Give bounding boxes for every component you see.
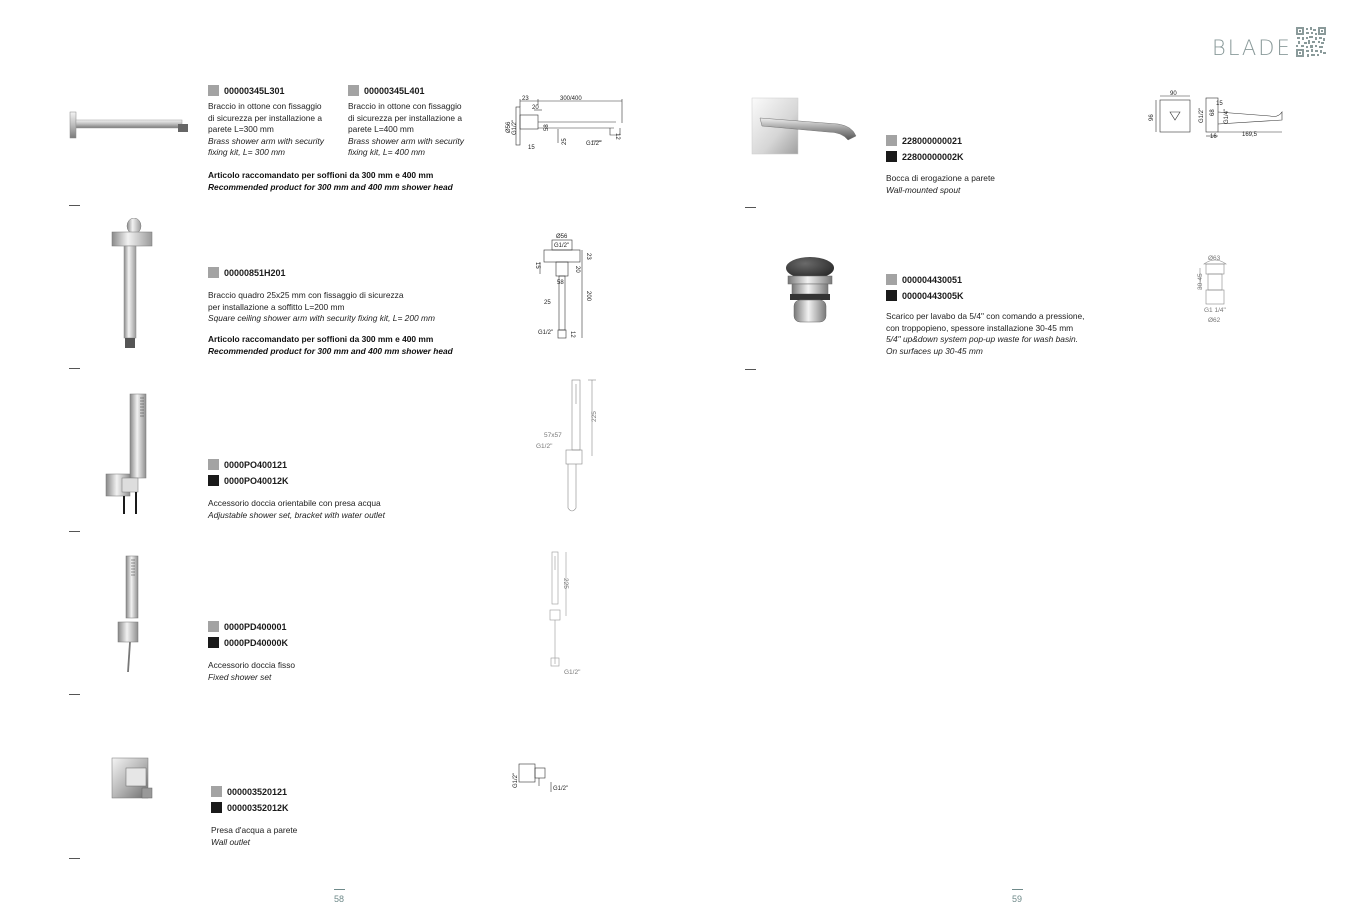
code-text: 000004430051 [902, 274, 963, 285]
desc-en-line: fixing kit, L= 300 mm [208, 147, 286, 157]
product-description [208, 660, 295, 683]
wall-outlet-image [108, 754, 160, 802]
shower-arm-wall-image [68, 110, 192, 140]
dim-label: 25 [544, 300, 551, 306]
chrome-finish-swatch [348, 85, 359, 96]
shower-set-adjustable-image [100, 392, 156, 516]
dim-label: Ø56 [556, 234, 568, 240]
product-description [886, 173, 995, 196]
dim-label: G1/2" [553, 786, 569, 792]
product-description [208, 290, 435, 325]
desc-en-line: 5/4" up&down system pop-up waste for wash basin. [886, 334, 1078, 344]
section-divider [69, 694, 80, 695]
code-text: 0000PD400001 [224, 621, 287, 632]
desc-it-line: Bocca di erogazione a parete [886, 173, 995, 183]
product-code-pd40000k [208, 637, 288, 648]
dim-label: 12 [569, 331, 575, 338]
shower-arm-ceiling-image [104, 218, 156, 352]
popup-waste-drawing [1190, 250, 1240, 326]
desc-it-line: Braccio in ottone con fissaggio [208, 101, 322, 111]
desc-en-line: Adjustable shower set, bracket with water outlet [208, 509, 385, 520]
product-code-228000000021 [886, 135, 962, 146]
dim-label: G1/2" [554, 243, 570, 249]
desc-it-line: parete L=400 mm [348, 124, 414, 134]
dim-label: 225 [562, 578, 569, 589]
dim-label: 15 [528, 145, 535, 151]
desc-en-line: Fixed shower set [208, 671, 272, 682]
code-text: 0000PD40000K [224, 637, 289, 648]
black-finish-swatch [208, 637, 219, 648]
product-code-4430051 [886, 274, 962, 285]
product-description [208, 498, 385, 521]
desc-it-line: Accessorio doccia orientabile con presa acqua [208, 498, 381, 508]
product-description [886, 311, 1085, 357]
dim-label: G1/2" [586, 141, 602, 147]
dim-label: 15 [534, 262, 540, 269]
shower-arm-wall-drawing [498, 95, 630, 153]
note-en: Recommended product for 300 mm and 400 mm shower head [208, 345, 453, 356]
dim-label: 16 [1210, 134, 1217, 140]
chrome-finish-swatch [208, 85, 219, 96]
dim-label: 58 [557, 280, 564, 286]
desc-it-line: Braccio quadro 25x25 mm con fissaggio di sicurezza [208, 290, 404, 300]
section-divider [69, 858, 80, 859]
product-code-po400121 [208, 459, 287, 470]
note-it: Articolo raccomandato per soffioni da 300 mm e 400 mm [208, 334, 434, 344]
black-finish-swatch [208, 475, 219, 486]
black-finish-swatch [886, 151, 897, 162]
section-divider [69, 205, 80, 206]
code-text: 0000PO400121 [224, 459, 288, 470]
desc-en-line: On surfaces up 30-45 mm [886, 345, 983, 356]
dim-label: G1 1/4" [1204, 307, 1226, 314]
chrome-finish-swatch [208, 267, 219, 278]
qr-code-icon [1296, 27, 1326, 57]
brand-title: BLADE [1212, 36, 1292, 60]
product-code-443005k [886, 290, 964, 301]
desc-en-line: Brass shower arm with security [208, 135, 324, 146]
code-text: 00000345L401 [364, 85, 425, 96]
desc-it-line: Accessorio doccia fisso [208, 660, 296, 670]
product-description [208, 101, 324, 159]
dim-label: 200 [585, 291, 591, 302]
product-code-352012k [211, 802, 289, 813]
dim-label: G1/4" [1224, 108, 1230, 124]
dim-label: 90 [1170, 91, 1177, 97]
product-code-22800000002k [886, 151, 964, 162]
desc-en-line: Square ceiling shower arm with security fixing kit, L= 200 mm [208, 313, 435, 323]
chrome-finish-swatch [208, 459, 219, 470]
note-en: Recommended product for 300 mm and 400 mm shower head [208, 181, 453, 192]
black-finish-swatch [886, 290, 897, 301]
product-code-345l301 [208, 85, 285, 96]
dim-label: G1/2" [1199, 107, 1205, 123]
page-number-bar [334, 889, 345, 890]
chrome-finish-swatch [886, 135, 897, 146]
dim-label: 57x57 [544, 432, 562, 439]
product-code-345l401 [348, 85, 425, 96]
shower-set-fixed-image [110, 554, 150, 674]
dim-label: G1/2" [513, 772, 519, 788]
code-text: 00000352012K [227, 802, 289, 813]
code-text: 00000443005K [902, 290, 964, 301]
dim-label: 169,5 [1242, 132, 1258, 138]
dim-label: G1/2" [538, 330, 554, 336]
desc-en-line: Wall-mounted spout [886, 184, 961, 195]
desc-en-line: fixing kit, L= 400 mm [348, 147, 426, 157]
product-code-pd400001 [208, 621, 287, 632]
shower-set-fixed-drawing [540, 548, 590, 680]
dim-label: 96 [1149, 114, 1155, 121]
dim-label: 20 [532, 105, 539, 111]
dim-label: 23 [522, 96, 529, 102]
page-number-bar [1012, 889, 1023, 890]
section-divider [745, 207, 756, 208]
section-divider [745, 369, 756, 370]
code-text: 22800000002K [902, 151, 964, 162]
desc-it-line: Scarico per lavabo da 5/4" con comando a pressione, [886, 311, 1085, 321]
chrome-finish-swatch [208, 621, 219, 632]
product-code-po40012k [208, 475, 289, 486]
section-divider [69, 368, 80, 369]
desc-en-line: Brass shower arm with security [348, 135, 464, 146]
dim-label: 30-45 [1197, 273, 1204, 290]
product-description [348, 101, 464, 159]
shower-arm-ceiling-drawing [532, 232, 602, 342]
note-it: Articolo raccomandato per soffioni da 300 mm e 400 mm [208, 170, 434, 180]
desc-it-line: per installazione a soffitto L=200 mm [208, 301, 345, 312]
dim-label: G1/2" [564, 669, 581, 676]
chrome-finish-swatch [211, 786, 222, 797]
code-text: 228000000021 [902, 135, 963, 146]
dim-label: 20 [574, 266, 580, 273]
product-code-3520121 [211, 786, 287, 797]
desc-it-line: di sicurezza per installazione a [348, 112, 463, 123]
wall-spout-image [748, 96, 864, 156]
desc-en-line: Wall outlet [211, 836, 250, 847]
desc-it-line: Braccio in ottone con fissaggio [348, 101, 462, 111]
dim-label: Ø56 [506, 121, 512, 133]
dim-label: 12 [614, 133, 620, 140]
dim-label: 23 [585, 253, 591, 260]
code-text: 000003520121 [227, 786, 288, 797]
chrome-finish-swatch [886, 274, 897, 285]
dim-label: 15 [1216, 101, 1223, 107]
dim-label: G1/2" [536, 443, 553, 450]
product-code-851h201 [208, 267, 286, 278]
code-text: 0000PO40012K [224, 475, 289, 486]
shower-set-adjustable-drawing [530, 376, 606, 516]
page-number-left: 58 [333, 894, 344, 904]
dim-label: 300/400 [560, 96, 582, 102]
code-text: 00000345L301 [224, 85, 285, 96]
desc-it-line: di sicurezza per installazione a [208, 112, 323, 123]
dim-label: Ø63 [1208, 255, 1221, 262]
wall-outlet-drawing [505, 760, 581, 796]
desc-it-line: parete L=300 mm [208, 124, 274, 134]
recommendation-note [208, 170, 453, 193]
code-text: 00000851H201 [224, 267, 286, 278]
dim-label: G1/2" [512, 119, 518, 135]
product-description [211, 825, 297, 848]
popup-waste-image [782, 254, 838, 326]
wall-spout-drawing [1146, 90, 1292, 140]
dim-label: 68 [1210, 109, 1216, 116]
black-finish-swatch [211, 802, 222, 813]
dim-label: 25 [562, 138, 568, 145]
dim-label: 225 [591, 411, 598, 422]
dim-label: Ø62 [1208, 317, 1221, 324]
page-number-right: 59 [1011, 894, 1022, 904]
dim-label: 58 [544, 124, 550, 131]
desc-it-line: con troppopieno, spessore installazione 30-45 mm [886, 322, 1074, 333]
desc-it-line: Presa d'acqua a parete [211, 825, 298, 835]
recommendation-note [208, 334, 453, 357]
section-divider [69, 531, 80, 532]
